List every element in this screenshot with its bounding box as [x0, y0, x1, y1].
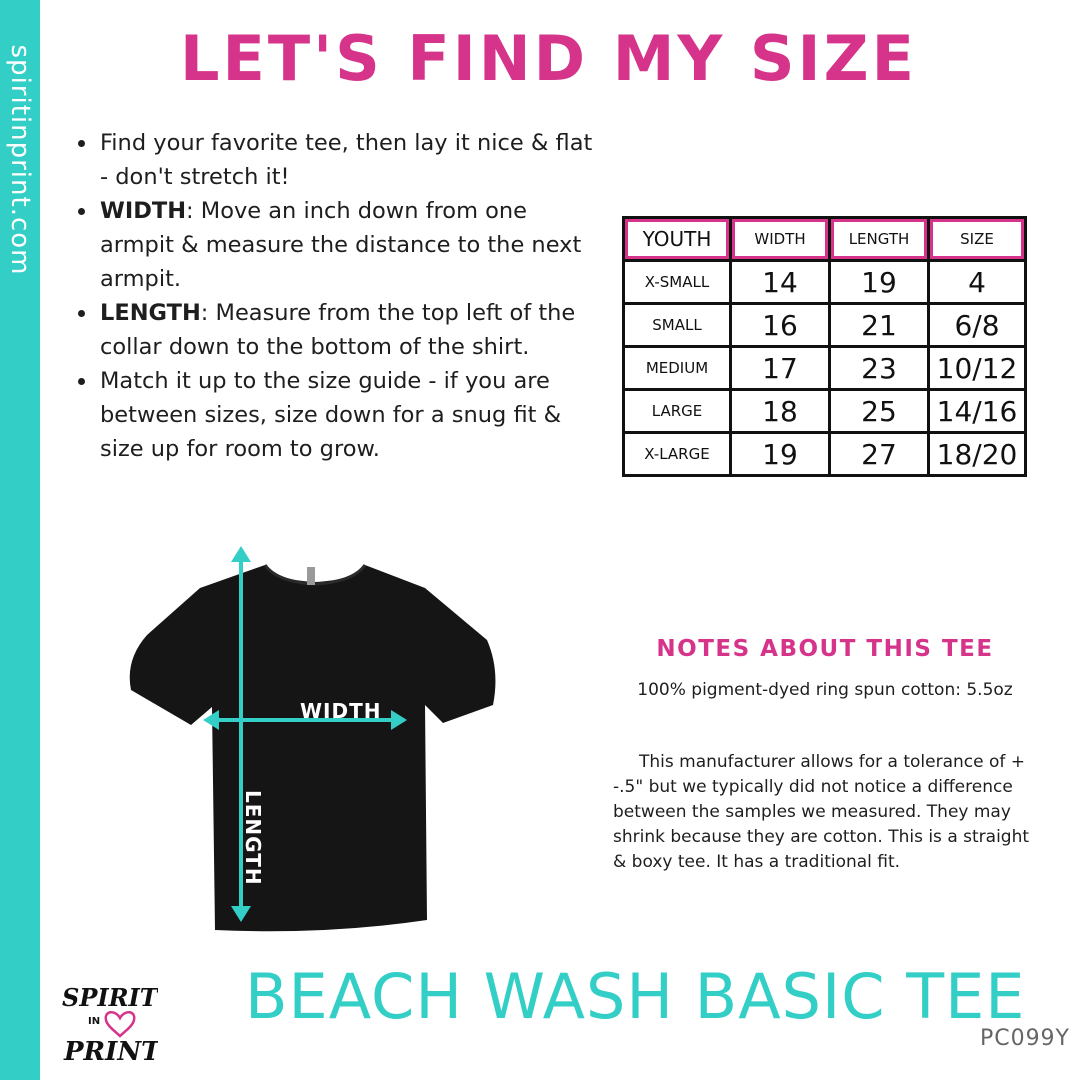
length-value: 23 [831, 348, 927, 388]
width-label: WIDTH [300, 699, 382, 723]
tshirt-icon [130, 565, 496, 931]
size-chart-table [622, 216, 1027, 477]
header-length: LENGTH [831, 219, 927, 259]
page-title: LET'S FIND MY SIZE [180, 22, 917, 95]
size-value: 10/12 [930, 348, 1024, 388]
size-label: MEDIUM [625, 348, 729, 388]
instruction-item [100, 194, 600, 296]
table-row [625, 305, 1024, 345]
shirt-tag [307, 567, 315, 585]
width-value: 17 [732, 348, 828, 388]
table-row [625, 391, 1024, 431]
instruction-item [100, 364, 600, 466]
size-label: X-LARGE [625, 434, 729, 474]
size-label: SMALL [625, 305, 729, 345]
logo-text: IN [88, 1016, 101, 1027]
instruction-keyword: WIDTH [100, 198, 187, 224]
width-value: 19 [732, 434, 828, 474]
length-value: 27 [831, 434, 927, 474]
width-value: 14 [732, 262, 828, 302]
instruction-item [100, 296, 600, 364]
instruction-text: Match it up to the size guide - if you are between sizes, size down for a snug fit & size up for room to grow. [100, 368, 562, 462]
sidebar [0, 0, 40, 1080]
header-width: WIDTH [732, 219, 828, 259]
instruction-text: Find your favorite tee, then lay it nice & flat - don't stretch it! [100, 130, 593, 190]
length-value: 19 [831, 262, 927, 302]
length-label: LENGTH [241, 790, 265, 886]
instruction-item [100, 126, 600, 194]
table-row [625, 434, 1024, 474]
width-value: 18 [732, 391, 828, 431]
size-value: 14/16 [930, 391, 1024, 431]
table-row [625, 348, 1024, 388]
size-label: X-SMALL [625, 262, 729, 302]
width-value: 16 [732, 305, 828, 345]
instruction-text: : Measure from the top left of the collar down to the bottom of the shirt. [100, 300, 576, 360]
header-youth: YOUTH [625, 219, 729, 259]
size-value: 4 [930, 262, 1024, 302]
product-code: PC099Y [979, 1026, 1070, 1051]
heart-icon [106, 1012, 134, 1036]
website-url: spiritinprint.com [5, 44, 35, 276]
length-value: 25 [831, 391, 927, 431]
tshirt-diagram [125, 540, 505, 940]
product-name: BEACH WASH BASIC TEE [245, 960, 1026, 1033]
arrow-up-icon [231, 546, 251, 562]
notes-title: NOTES ABOUT THIS TEE [656, 636, 994, 662]
brand-logo [58, 980, 158, 1070]
arrow-left-icon [203, 710, 219, 730]
table-header-row [625, 219, 1024, 259]
instruction-keyword: LENGTH [100, 300, 201, 326]
size-label: LARGE [625, 391, 729, 431]
logo-text: SPIRIT [62, 983, 158, 1012]
size-value: 18/20 [930, 434, 1024, 474]
length-value: 21 [831, 305, 927, 345]
table-row [625, 262, 1024, 302]
logo-text: PRINT [64, 1037, 158, 1067]
instruction-text: : Move an inch down from one armpit & measure the distance to the next armpit. [100, 198, 582, 292]
notes-fabric: 100% pigment-dyed ring spun cotton: 5.5oz [637, 680, 1013, 700]
header-size: SIZE [930, 219, 1024, 259]
notes-body: This manufacturer allows for a tolerance of + -.5" but we typically did not notice a difference between the samples we measured. They may shrink because they are cotton. This is a straight & boxy tee. It has a traditional fit. [613, 752, 1030, 872]
instructions-list [100, 126, 600, 466]
size-value: 6/8 [930, 305, 1024, 345]
